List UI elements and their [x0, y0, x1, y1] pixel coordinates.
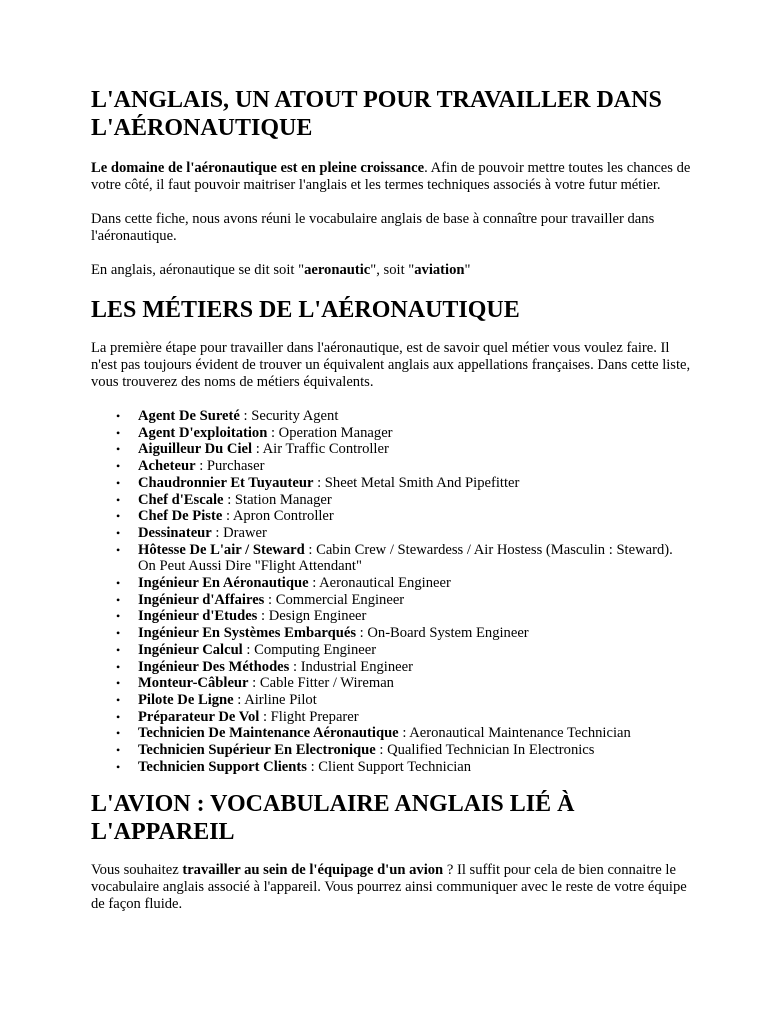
job-fr: Agent D'exploitation — [138, 424, 268, 441]
job-en: : Cabin Crew / Stewardess / Air Hostess (Masculin : Steward). On Peut Aussi Dire "Flight Attendant" — [138, 541, 673, 575]
bullet-icon: • — [116, 692, 121, 707]
list-item — [116, 658, 691, 676]
job-en: : Apron Controller — [222, 508, 334, 525]
bullet-icon: • — [116, 576, 121, 591]
text-traduction-d: " — [464, 262, 471, 278]
list-item — [116, 675, 691, 692]
job-en: : Air Traffic Controller — [252, 441, 389, 458]
bullet-icon: • — [116, 492, 121, 507]
bullet-icon: • — [116, 759, 121, 774]
text-equipage-a: Vous souhaitez — [91, 862, 183, 879]
list-item — [116, 408, 691, 425]
bullet-icon: • — [116, 542, 121, 557]
job-en: : Qualified Technician In Electronics — [375, 742, 595, 759]
list-item — [116, 575, 691, 592]
job-en: : Security Agent — [239, 408, 339, 424]
bullet-icon: • — [116, 509, 121, 524]
job-fr: Aiguilleur Du Ciel — [138, 441, 253, 458]
heading-line-2: L'APPAREIL — [91, 819, 235, 846]
bullet-icon: • — [116, 609, 121, 624]
list-item — [116, 691, 691, 709]
list-item — [116, 424, 691, 442]
job-en: : Purchaser — [195, 458, 265, 475]
job-en: : Sheet Metal Smith And Pipefitter — [313, 474, 520, 491]
job-fr: Chef De Piste — [138, 508, 223, 525]
job-en: : Flight Preparer — [259, 708, 359, 725]
bullet-icon: • — [116, 659, 121, 674]
list-item — [116, 608, 691, 625]
text-equipage-rest: ? Il suffit pour cela de bien connaitre le vocabulaire anglais associé à l'appareil. Vous pourrez ainsi communiquer avec le reste de votre équipe de façon fluide. — [91, 862, 687, 913]
job-fr: Technicien Supérieur En Electronique — [138, 742, 376, 759]
text-traduction-a: En anglais, aéronautique se dit soit " — [91, 262, 305, 278]
heading-line-1: L'AVION : VOCABULAIRE ANGLAIS LIÉ À — [91, 791, 575, 818]
job-fr: Préparateur De Vol — [138, 708, 260, 725]
paragraph-croissance — [91, 160, 691, 194]
job-en: : Drawer — [211, 524, 267, 541]
list-item — [116, 541, 691, 575]
list-item — [116, 725, 691, 742]
list-item — [116, 474, 691, 492]
job-en: : Cable Fitter / Wireman — [248, 675, 394, 692]
job-fr: Ingénieur Des Méthodes — [138, 658, 290, 675]
job-fr: Technicien De Maintenance Aéronautique — [138, 725, 399, 742]
list-item — [116, 491, 691, 509]
jobs-list — [91, 408, 691, 775]
job-fr: Pilote De Ligne — [138, 691, 234, 708]
job-en: : Airline Pilot — [233, 691, 317, 708]
list-item — [116, 508, 691, 525]
list-item — [116, 641, 691, 659]
heading-anglais-atout — [91, 86, 691, 142]
text-croissance: . Afin de pouvoir mettre toutes les chances de votre côté, il faut pouvoir maitriser l'anglais et les termes techniques associés à votre futur métier. — [91, 160, 691, 193]
bullet-icon: • — [116, 409, 121, 423]
bullet-icon: • — [116, 726, 121, 741]
job-fr: Monteur-Câbleur — [138, 675, 249, 692]
heading-line-1: L'ANGLAIS, UN ATOUT POUR TRAVAILLER DANS — [91, 87, 662, 113]
bullet-icon: • — [116, 425, 121, 440]
job-fr: Technicien Support Clients — [138, 758, 307, 775]
list-item — [116, 591, 691, 609]
list-item — [116, 708, 691, 726]
job-en: : Industrial Engineer — [289, 658, 413, 675]
bullet-icon: • — [116, 626, 121, 641]
job-fr: Ingénieur En Systèmes Embarqués — [138, 625, 356, 642]
bullet-icon: • — [116, 676, 121, 691]
job-fr: Acheteur — [138, 458, 196, 475]
bullet-icon: • — [116, 459, 121, 474]
paragraph-metiers-intro: La première étape pour travailler dans l'aéronautique, est de savoir quel métier vous voulez faire. Il n'est pas toujours évident de trouver un équivalent anglais aux appellations françaises. Dans cette liste, vous trouverez des noms de métiers équivalents. — [91, 340, 691, 390]
heading-avion — [91, 790, 691, 846]
job-en: : Station Manager — [223, 491, 332, 508]
list-item — [116, 524, 691, 542]
job-fr: Ingénieur En Aéronautique — [138, 575, 309, 592]
list-item — [116, 441, 691, 458]
job-fr: Ingénieur Calcul — [138, 641, 243, 658]
heading-line-2: L'AÉRONAUTIQUE — [91, 115, 313, 141]
job-fr: Chaudronnier Et Tuyauteur — [138, 474, 314, 491]
job-en: : Aeronautical Engineer — [308, 575, 451, 592]
paragraph-fiche: Dans cette fiche, nous avons réuni le vocabulaire anglais de base à connaître pour travailler dans l'aéronautique. — [91, 211, 655, 244]
bullet-icon: • — [116, 592, 121, 607]
bold-aviation: aviation — [414, 262, 465, 278]
job-en: : Operation Manager — [267, 424, 393, 441]
job-en: : Commercial Engineer — [264, 591, 405, 608]
job-fr: Ingénieur d'Affaires — [138, 591, 265, 608]
bullet-icon: • — [116, 642, 121, 657]
paragraph-traduction — [91, 262, 691, 279]
job-en: : Client Support Technician — [306, 758, 472, 775]
job-fr: Chef d'Escale — [138, 491, 224, 508]
list-item — [116, 758, 691, 776]
document-content — [91, 86, 691, 913]
job-en: : On-Board System Engineer — [356, 625, 529, 642]
job-fr: Dessinateur — [138, 524, 212, 541]
heading-metiers: LES MÉTIERS DE L'AÉRONAUTIQUE — [91, 297, 520, 323]
bullet-icon: • — [116, 442, 121, 457]
job-en: : Design Engineer — [257, 608, 367, 625]
bold-croissance: Le domaine de l'aéronautique est en pleine croissance — [91, 160, 425, 176]
list-item — [116, 742, 691, 759]
bullet-icon: • — [116, 475, 121, 490]
bullet-icon: • — [116, 525, 121, 540]
paragraph-equipage — [91, 862, 691, 913]
bold-aeronautic: aeronautic — [304, 262, 371, 278]
bold-equipage: travailler au sein de l'équipage d'un avion — [182, 862, 444, 879]
job-fr: Agent De Sureté — [138, 408, 240, 424]
bullet-icon: • — [116, 709, 121, 724]
bullet-icon: • — [116, 743, 121, 758]
job-fr: Hôtesse De L'air / Steward — [138, 541, 305, 558]
text-traduction-c: ", soit " — [370, 262, 415, 278]
list-item — [116, 458, 691, 475]
job-en: : Aeronautical Maintenance Technician — [398, 725, 631, 742]
job-en: : Computing Engineer — [242, 641, 377, 658]
list-item — [116, 625, 691, 642]
job-fr: Ingénieur d'Etudes — [138, 608, 258, 625]
